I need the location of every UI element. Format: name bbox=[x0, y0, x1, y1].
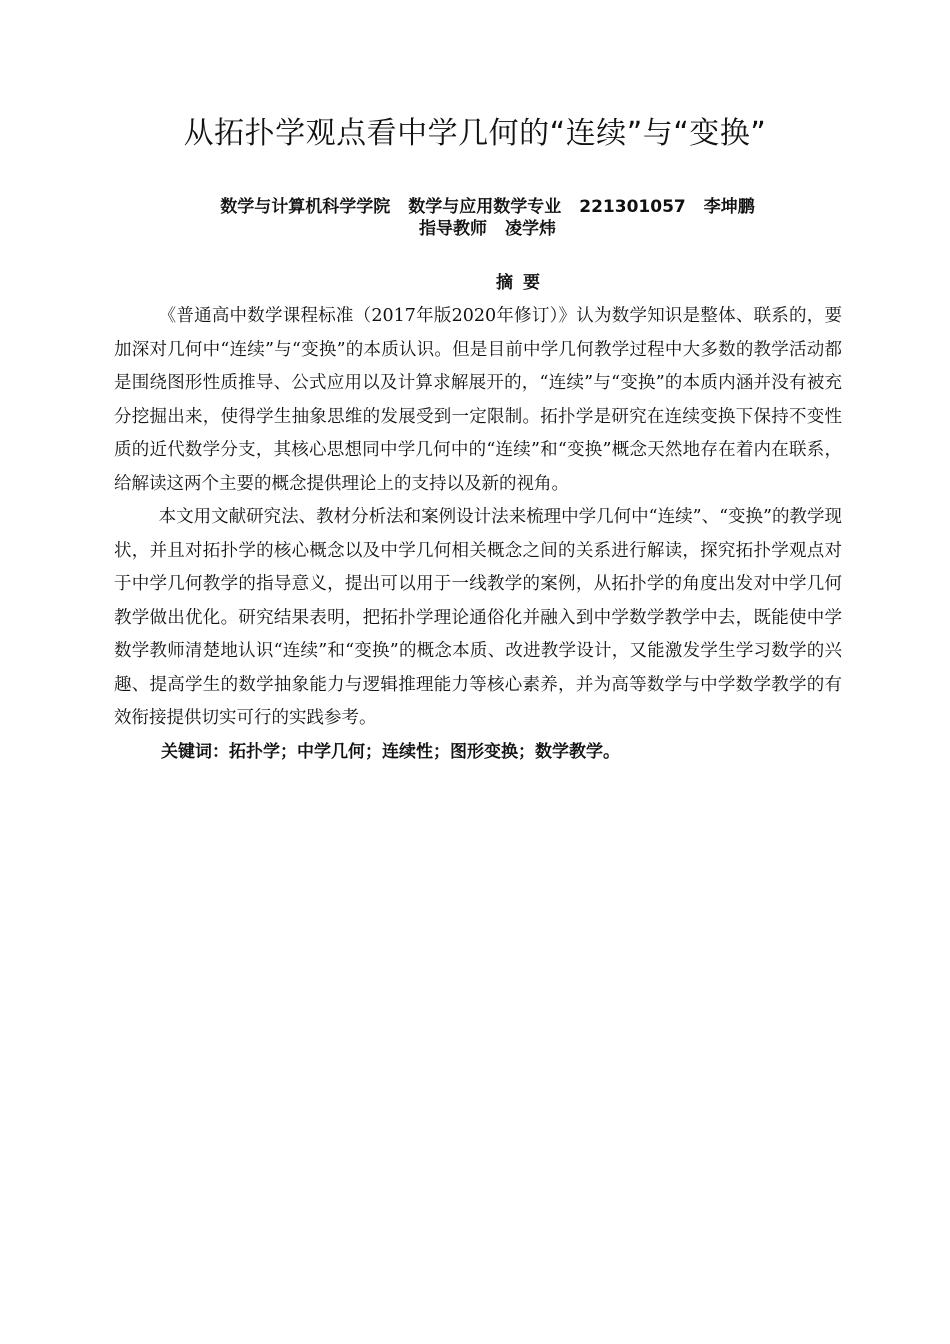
advisor-label: 指导教师 bbox=[419, 219, 487, 239]
advisor-name: 凌学炜 bbox=[505, 219, 556, 239]
abstract-paragraph: 本文用文献研究法、教材分析法和案例设计法来梳理中学几何中“连续”、“变换”的教学现状，并且对拓扑学的核心概念以及中学几何相关概念之间的关系进行解读，探究拓扑学观点对于中学几何教学的指导意义，提出可以用于一线教学的案例，从拓扑学的角度出发对中学几何教学做出优化。研究结果表明，把拓扑学理论通俗化并融入到中学数学教学中去，既能使中学数学教师清楚地认识“连续”和“变换”的概念本质、改进教学设计，又能激发学生学习数学的兴趣、提高学生的数学抽象能力与逻辑推理能力等核心素养，并为高等数学与中学数学教学的有效衔接提供切实可行的实践参考。 bbox=[114, 507, 842, 728]
author-info-line bbox=[0, 195, 950, 219]
keywords-line: 关键词：拓扑学；中学几何；连续性；图形变换；数学教学。 bbox=[161, 741, 620, 762]
student-id: 221301057 bbox=[579, 197, 686, 217]
student-name: 李坤鹏 bbox=[703, 197, 755, 217]
major-name: 数学与应用数学专业 bbox=[408, 197, 562, 217]
abstract-paragraph: 《普通高中数学课程标准（2017年版2020年修订）》认为数学知识是整体、联系的，要加深对几何中“连续”与“变换”的本质认识。但是目前中学几何教学过程中大多数的教学活动都是围绕图形性质推导、公式应用以及计算求解展开的，“连续”与“变换”的本质内涵并没有被充分挖掘出来，使得学生抽象思维的发展受到一定限制。拓扑学是研究在连续变换下保持不变性质的近代数学分支，其核心思想同中学几何中的“连续”和“变换”概念天然地存在着内在联系，给解读这两个主要的概念提供理论上的支持以及新的视角。 bbox=[114, 306, 842, 494]
paper-title: 从拓扑学观点看中学几何的“连续”与“变换” bbox=[183, 116, 767, 151]
college-name: 数学与计算机科学学院 bbox=[220, 197, 391, 217]
advisor-line bbox=[0, 217, 950, 241]
abstract-heading: 摘要 bbox=[496, 273, 550, 293]
abstract-body bbox=[114, 300, 842, 769]
